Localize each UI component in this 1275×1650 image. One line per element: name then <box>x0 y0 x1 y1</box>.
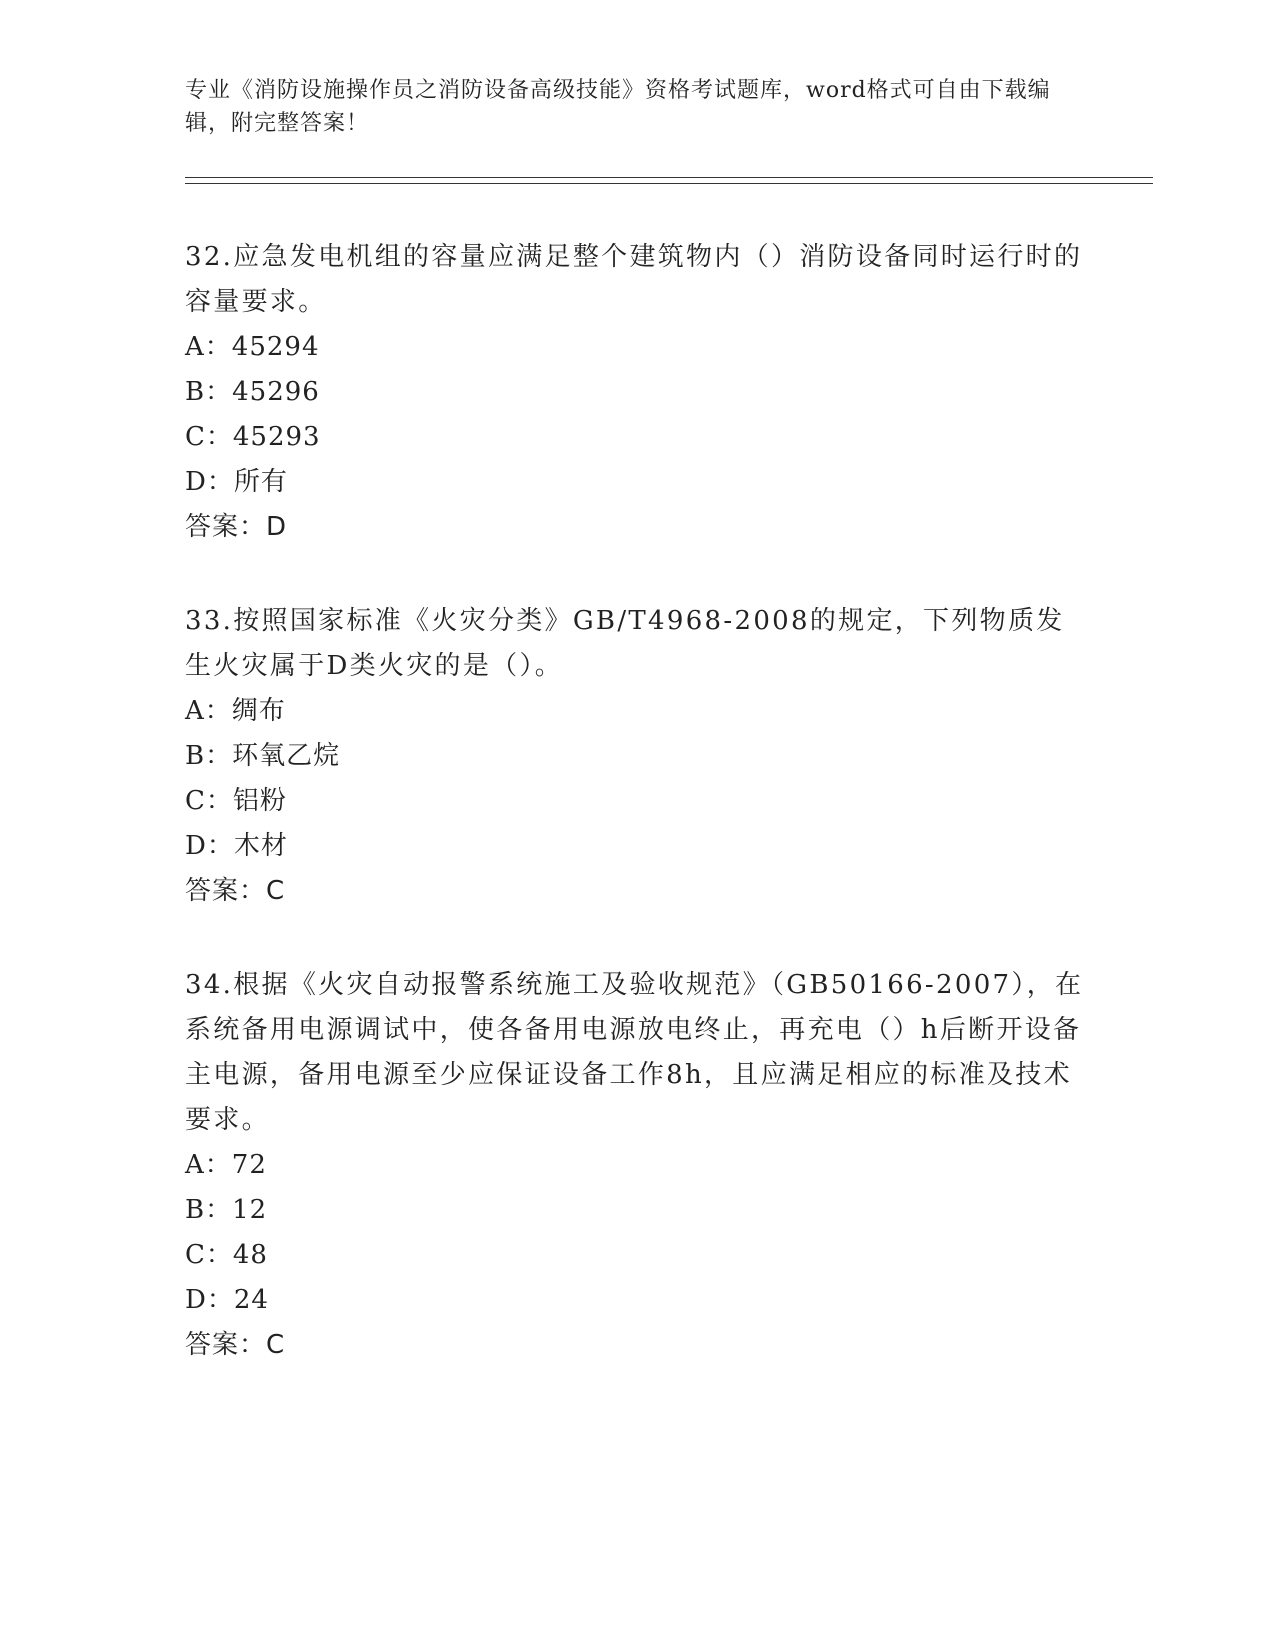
question-32 <box>185 235 1085 550</box>
option-b: B：环氧乙烷 <box>185 741 341 771</box>
option-b: B：12 <box>185 1195 268 1225</box>
option-a: A：72 <box>185 1150 267 1180</box>
answer-line: 答案：D <box>185 512 288 542</box>
question-stem: 32.应急发电机组的容量应满足整个建筑物内（）消防设备同时运行时的容量要求。 <box>185 242 1083 317</box>
header-divider-bottom <box>185 183 1153 184</box>
question-34 <box>185 963 1085 1368</box>
option-a: A：绸布 <box>185 696 286 726</box>
option-b: B：45296 <box>185 377 320 407</box>
answer-line: 答案：C <box>185 1330 286 1360</box>
option-d: D：所有 <box>185 467 288 497</box>
option-c: C：48 <box>185 1240 268 1270</box>
question-33 <box>185 599 1085 914</box>
header-divider-top <box>185 177 1153 178</box>
question-stem: 34.根据《火灾自动报警系统施工及验收规范》（GB50166-2007），在系统备用电源调试中，使各备用电源放电终止，再充电（）h后断开设备主电源，备用电源至少应保证设备工作8h，且应满足相应的标准及技术要求。 <box>185 970 1084 1135</box>
document-intro: 专业《消防设施操作员之消防设备高级技能》资格考试题库，word格式可自由下载编辑，附完整答案！ <box>185 78 1051 136</box>
option-a: A：45294 <box>185 332 320 362</box>
option-d: D：木材 <box>185 831 288 861</box>
question-stem: 33.按照国家标准《火灾分类》GB/T4968-2008的规定，下列物质发生火灾属于D类火灾的是（）。 <box>185 606 1065 681</box>
option-c: C：45293 <box>185 422 321 452</box>
answer-line: 答案：C <box>185 876 286 906</box>
option-c: C：铝粉 <box>185 786 287 816</box>
option-d: D：24 <box>185 1285 269 1315</box>
